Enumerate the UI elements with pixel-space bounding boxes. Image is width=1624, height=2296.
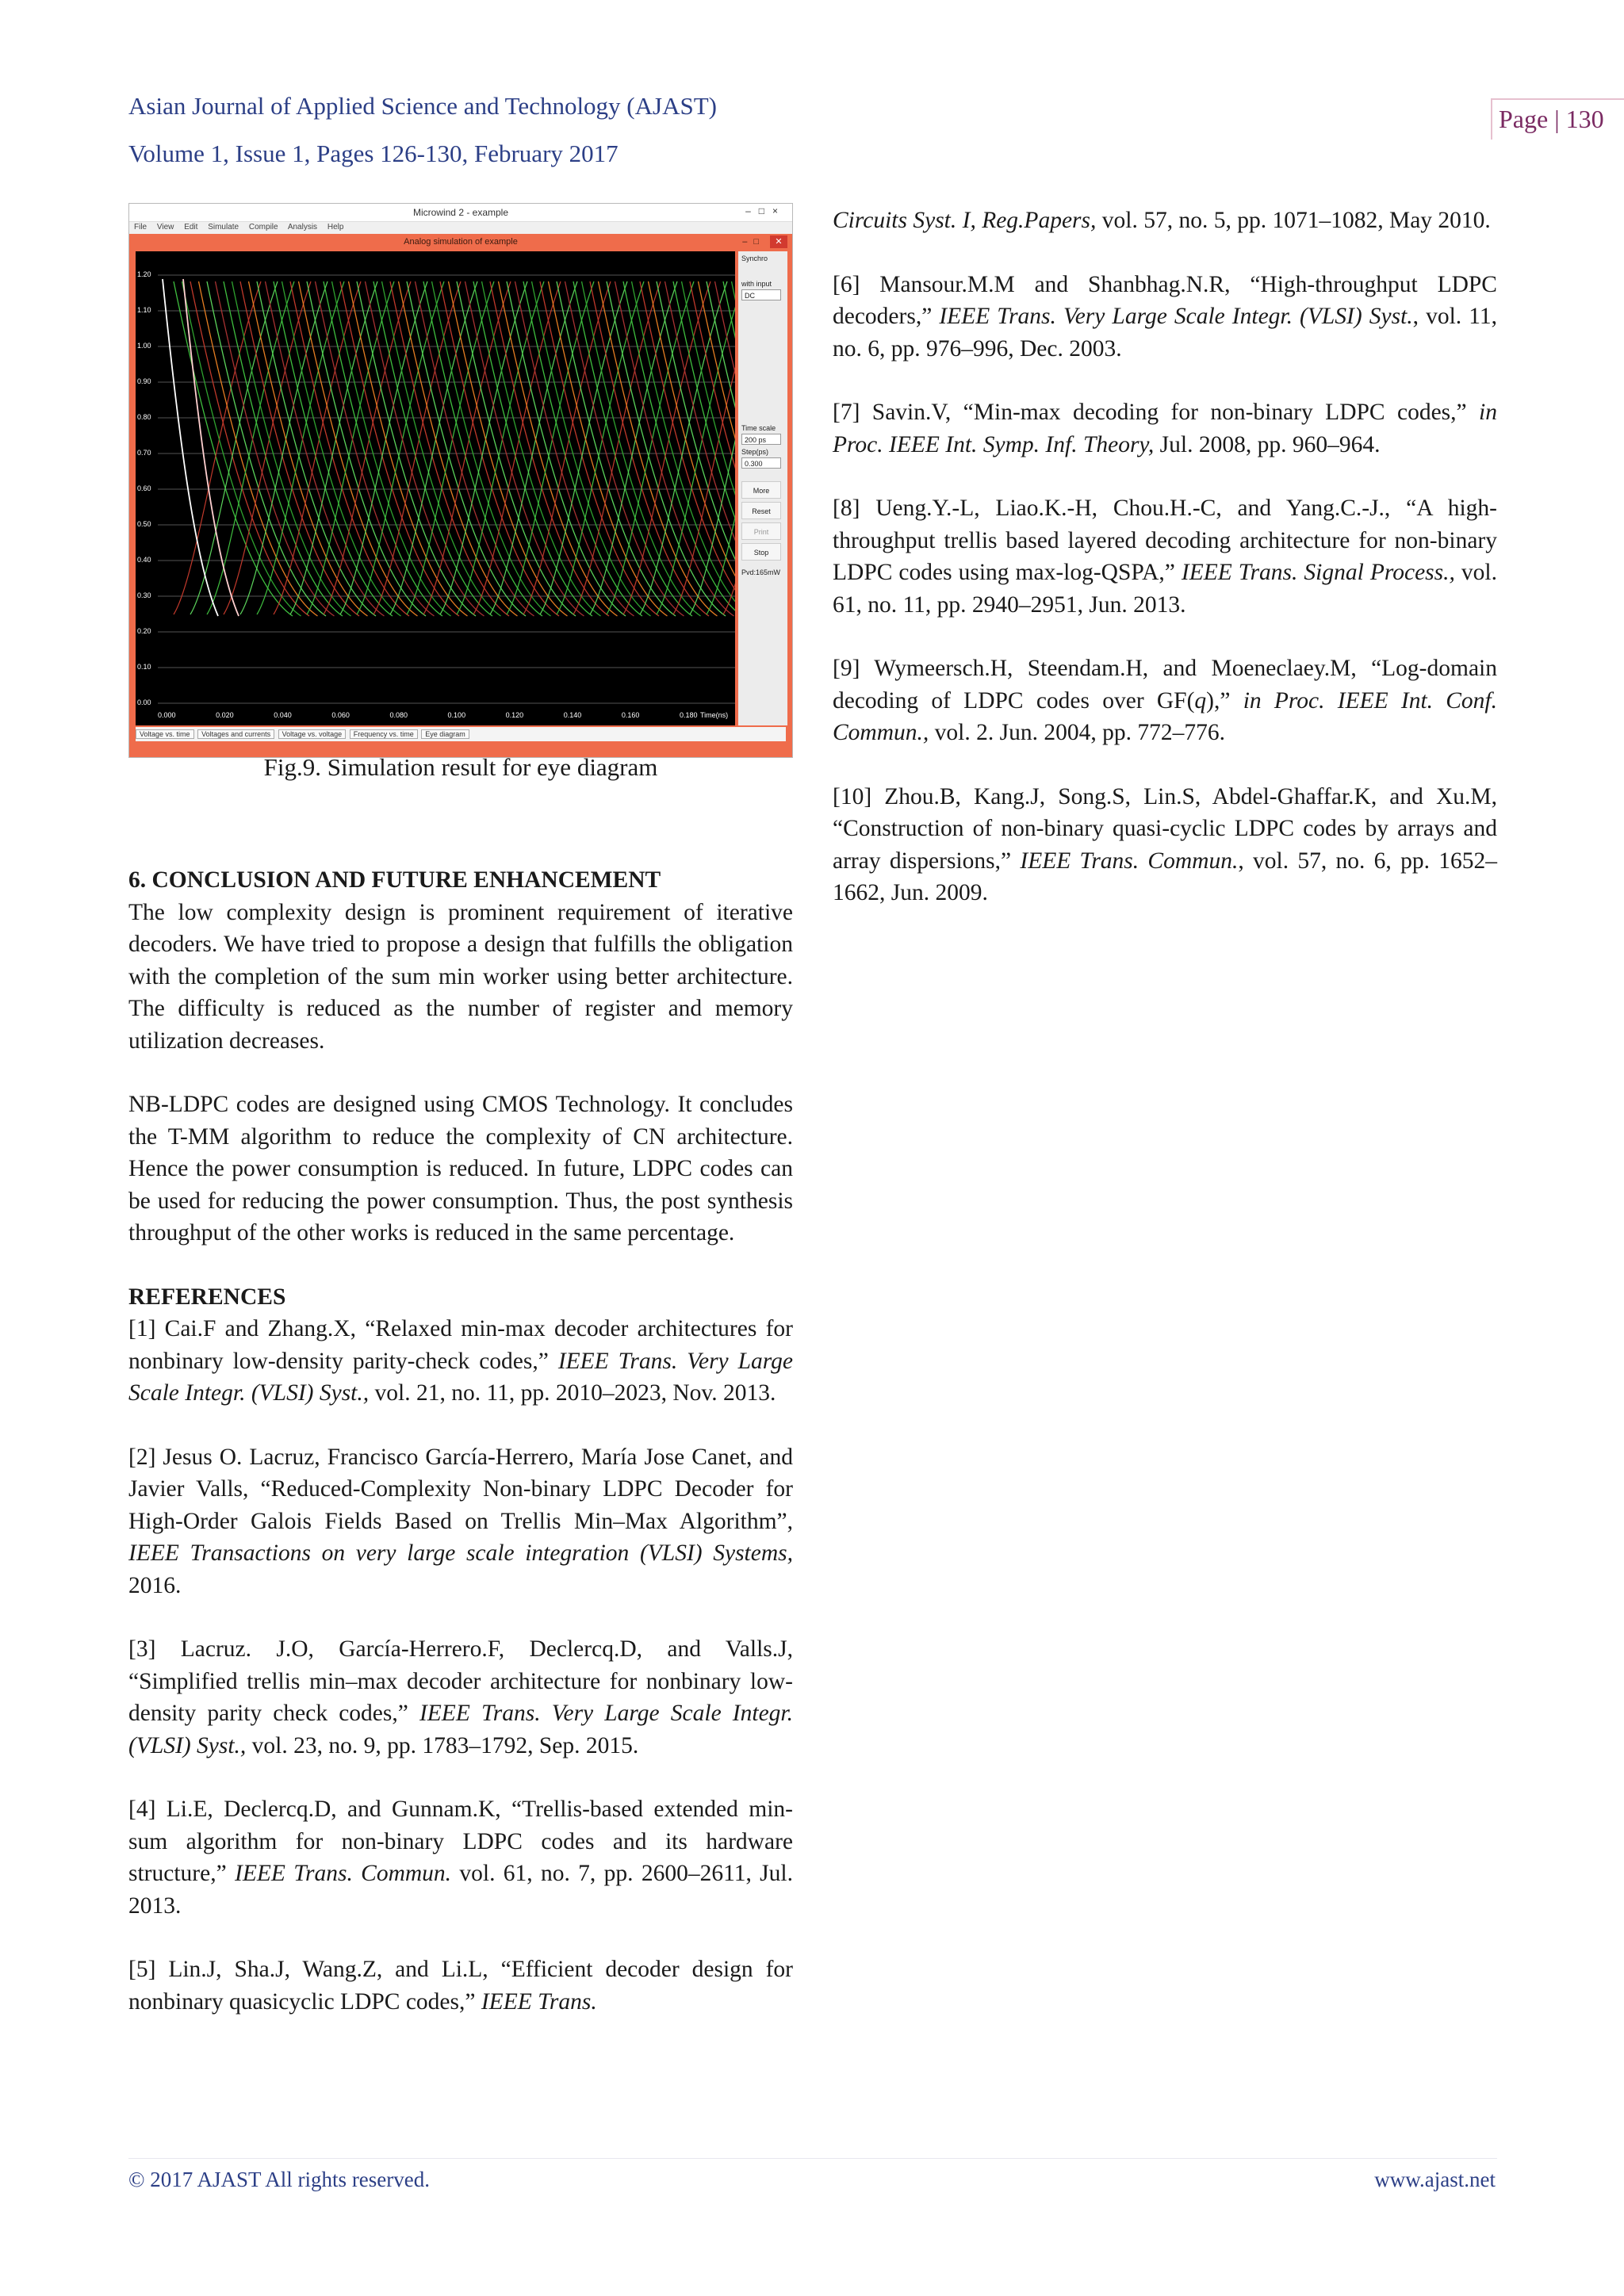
footer-copyright: © 2017 AJAST All rights reserved. [128,2168,431,2191]
simulation-window [129,234,792,757]
y-tick-label: 0.00 [137,698,151,706]
eye-trace [540,281,659,616]
references-heading: REFERENCES [128,1284,286,1310]
reference-1: [1] Cai.F and Zhang.X, “Relaxed min-max decoder architectures for nonbinary low-density parity-check codes,” IEEE Trans. Very Large Scale Integr. (VLSI) Syst., vol. 21, no. 11, pp. 2010–2023, Nov. 2013. [128,1316,793,1406]
tab-voltage-vs-time[interactable]: Voltage vs. time [136,729,194,739]
reference-6: [6] Mansour.M.M and Shanbhag.N.R, “High-throughput LDPC decoders,” IEEE Trans. Very Large Scale Integr. (VLSI) Syst., vol. 11, no. 6, pp. 976–996, Dec. 2003. [833,271,1497,362]
y-tick-label: 0.50 [137,520,151,528]
tab-voltages-and-currents[interactable]: Voltages and currents [197,729,274,739]
eye-trace [282,281,401,616]
right-column [833,205,1497,941]
power-readout: Pvd:165mW [741,568,781,576]
synchro-label: Synchro [741,254,768,262]
eye-trace [599,281,718,616]
step-label: Step(ps) [741,448,769,456]
menu-file[interactable]: File [134,223,147,232]
y-tick-label: 0.60 [137,484,151,492]
eye-trace [357,281,476,616]
eye-trace [216,281,335,616]
eye-trace [557,281,676,616]
eye-trace [324,281,442,616]
close-icon[interactable]: ✕ [770,235,787,248]
reset-button[interactable]: Reset [741,502,781,519]
conclusion-paragraph-1: The low complexity design is prominent requirement of iterative decoders. We have tried to propose a design that fulfills the obligation with the completion of the sum min worker using better architecture. The difficulty is reduced as the number of register and memory utilization decreases. [128,899,793,1054]
eye-trace [449,281,568,616]
eye-trace [440,281,559,616]
y-tick-label: 0.30 [137,591,151,599]
eye-trace [316,281,435,616]
x-tick-label: 0.060 [331,711,350,719]
eye-trace [640,281,735,616]
eye-trace [465,281,584,616]
eye-trace [707,281,735,616]
x-tick-label: 0.020 [216,711,234,719]
x-tick-label: 0.160 [621,711,640,719]
time-scale-select[interactable]: 200 ps [741,434,781,445]
conclusion-paragraph-2: NB-LDPC codes are designed using CMOS Technology. It concludes the T-MM algorithm to reduce the complexity of CN architecture. Hence the power consumption is reduced. In future, LDPC codes can be used for reducing the power consumption. Thus, the post synthesis throughput of the other works is reduced in the same percentage. [128,1092,793,1246]
eye-trace [416,281,534,616]
menu-compile[interactable]: Compile [248,223,278,232]
eye-trace [490,281,609,616]
reference-5-continued: Circuits Syst. I, Reg.Papers, vol. 57, no. 5, pp. 1071–1082, May 2010. [833,208,1491,233]
footer-website: www.ajast.net [1374,2168,1496,2191]
y-tick-label: 1.00 [137,342,151,350]
x-tick-label: 0.000 [158,711,176,719]
x-tick-label: 0.100 [447,711,466,719]
more-button[interactable]: More [741,481,781,499]
eye-trace [266,281,385,616]
window-controls: –□× [745,205,786,216]
window-title: Microwind 2 - example [129,204,792,222]
eye-trace [340,281,459,616]
eye-trace [190,281,309,616]
eye-trace [274,281,393,616]
reference-8: [8] Ueng.Y.-L, Liao.K.-H, Chou.H.-C, and Yang.C.-J., “A high-throughput trellis based layered decoding architecture for non-binary LDPC codes using max-log-QSPA,” IEEE Trans. Signal Process., vol. 61, no. 11, pp. 2940–2951, Jun. 2013. [833,496,1497,618]
eye-trace [399,281,518,616]
x-tick-label: Time(ns) [700,711,729,719]
reference-10: [10] Zhou.B, Kang.J, Song.S, Lin.S, Abdel-Ghaffar.K, and Xu.M, “Construction of non-binary quasi-cyclic LDPC codes by arrays and array dispersions,” IEEE Trans. Commun., vol. 57, no. 6, pp. 1652–1662, Jun. 2009. [833,783,1497,905]
eye-trace [682,281,736,616]
y-tick-label: 1.10 [137,306,151,314]
tab-frequency-vs-time[interactable]: Frequency vs. time [350,729,418,739]
eye-trace [507,281,626,616]
stop-button[interactable]: Stop [741,543,781,561]
eye-trace [523,281,642,616]
y-tick-label: 0.10 [137,663,151,671]
reference-9: [9] Wymeersch.H, Steendam.H, and Moeneclaey.M, “Log-domain decoding of LDPC codes over GF(q),” in Proc. IEEE Int. Conf. Commun., vol. 2. Jun. 2004, pp. 772–776. [833,656,1497,745]
eye-trace [332,281,451,616]
eye-trace [207,281,326,616]
eye-trace [163,279,218,616]
eye-trace [565,281,684,616]
eye-diagram-plot [136,251,735,725]
page-number: Page | 130 [1491,98,1624,140]
eye-trace [499,281,618,616]
eye-trace [515,281,634,616]
eye-trace [257,281,376,616]
eye-trace [299,281,418,616]
eye-trace [615,281,734,616]
simulation-side-panel [738,251,787,725]
menu-help[interactable]: Help [327,223,344,232]
eye-diagram-figure [128,203,793,758]
tab-eye-diagram[interactable]: Eye diagram [421,729,469,739]
eye-trace [366,281,485,616]
time-scale-label: Time scale [741,424,776,432]
reference-2: [2] Jesus O. Lacruz, Francisco García-Herrero, María Jose Canet, and Javier Valls, “Reduced-Complexity Non-binary LDPC Decoder for High-Order Galois Fields Based on Trellis Min–Max Algorithm”, IEEE Transactions on very large scale integration (VLSI) Systems, 2016. [128,1444,793,1598]
eye-trace [382,281,501,616]
x-tick-label: 0.080 [389,711,408,719]
eye-trace [423,281,542,616]
y-tick-label: 0.80 [137,413,151,421]
eye-trace [590,281,709,616]
eye-trace [174,281,293,616]
eye-trace [407,281,526,616]
eye-trace [232,281,351,616]
tab-voltage-vs-voltage[interactable]: Voltage vs. voltage [278,729,347,739]
y-tick-label: 0.90 [137,377,151,385]
reference-7: [7] Savin.V, “Min-max decoding for non-binary LDPC codes,” in Proc. IEEE Int. Symp. Inf. Theory, Jul. 2008, pp. 960–964. [833,400,1497,457]
eye-trace [349,281,468,616]
menu-analysis[interactable]: Analysis [287,223,318,232]
x-tick-label: 0.040 [274,711,292,719]
eye-trace [199,281,318,616]
eye-trace [482,281,601,616]
eye-diagram-svg [136,251,735,725]
eye-trace [182,281,301,616]
reference-3: [3] Lacruz. J.O, García-Herrero.F, Declercq.D, and Valls.J, “Simplified trellis min–max decoder architecture for nonbinary low-density parity check codes,” IEEE Trans. Very Large Scale Integr. (VLSI) Syst., vol. 23, no. 9, pp. 1783–1792, Sep. 2015. [128,1636,793,1758]
menu-simulate[interactable]: Simulate [208,223,239,232]
journal-title: Asian Journal of Applied Science and Technology (AJAST) [128,92,717,120]
eye-trace [607,281,726,616]
eye-trace [582,281,701,616]
simulation-title: Analog simulation of example [404,237,518,247]
sim-window-controls: –□ [742,237,765,247]
reference-4: [4] Li.E, Declercq.D, and Gunnam.K, “Trellis-based extended min-sum algorithm for non-binary LDPC codes and its hardware structure,” IEEE Trans. Commun. vol. 61, no. 7, pp. 2600–2611, Jul. 2013. [128,1797,793,1919]
eye-trace [573,281,692,616]
eye-trace [390,281,509,616]
volume-line: Volume 1, Issue 1, Pages 126-130, February 2017 [128,140,619,167]
eye-trace [249,281,368,616]
conclusion-heading: 6. CONCLUSION AND FUTURE ENHANCEMENT [128,867,661,893]
y-tick-label: 0.20 [137,627,151,635]
footer-divider [128,2158,1497,2159]
eye-trace [224,281,343,616]
menu-view[interactable]: View [156,223,174,232]
eye-trace [240,281,359,616]
eye-trace [290,281,409,616]
simulation-tabs [136,727,786,741]
eye-trace [457,281,576,616]
x-tick-label: 0.180 [680,711,698,719]
print-button[interactable]: Print [741,522,781,540]
figure-caption: Fig.9. Simulation result for eye diagram [263,753,658,781]
input-select[interactable]: DC [741,289,781,300]
eye-trace [532,281,651,616]
y-tick-label: 0.70 [137,449,151,457]
eye-trace [473,281,592,616]
y-tick-label: 1.20 [137,270,151,278]
y-tick-label: 0.40 [137,556,151,564]
step-input[interactable]: 0.300 [741,457,781,469]
left-column [128,864,793,2049]
reference-5: [5] Lin.J, Sha.J, Wang.Z, and Li.L, “Efficient decoder design for nonbinary quasicyclic LDPC codes,” IEEE Trans. [128,1957,793,2015]
with-input-label: with input [741,280,772,288]
menu-edit[interactable]: Edit [184,223,198,232]
menu-bar [129,221,792,234]
eye-trace [432,281,551,616]
eye-trace [307,281,426,616]
eye-trace [373,281,492,616]
eye-trace [715,281,736,616]
eye-trace [549,281,668,616]
x-tick-label: 0.120 [505,711,524,719]
x-tick-label: 0.140 [563,711,582,719]
